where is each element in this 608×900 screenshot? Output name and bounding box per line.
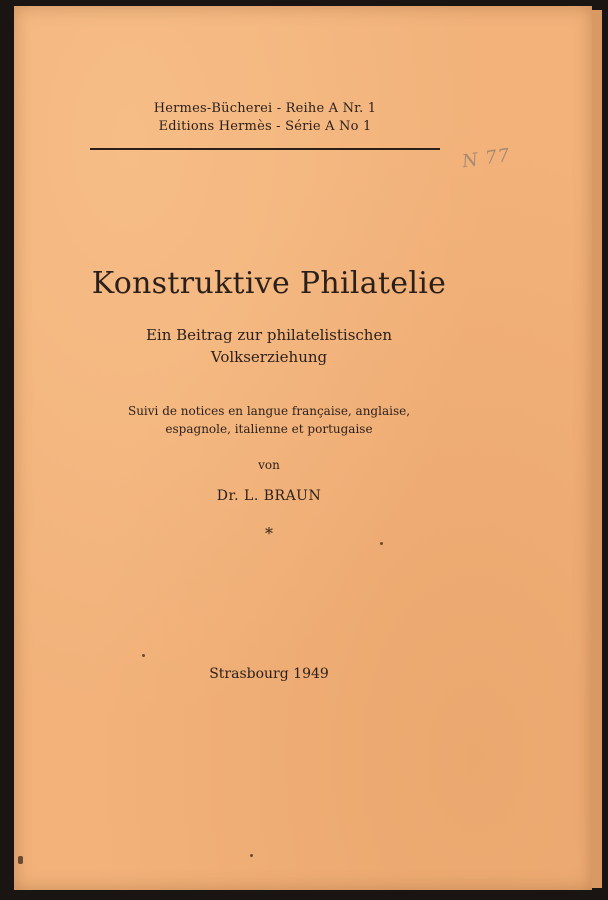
horizontal-rule: [90, 148, 440, 150]
notice-line-2: espagnole, italienne et portugaise: [165, 422, 373, 436]
author-name: Dr. L. BRAUN: [216, 488, 322, 504]
book-subtitle: [114, 324, 424, 368]
by-label: von: [258, 458, 280, 472]
series-block: [90, 100, 440, 136]
paper-fleck: [250, 854, 253, 857]
series-line-french: Editions Hermès - Série A No 1: [158, 119, 372, 134]
paper-fleck: [380, 542, 383, 545]
ornament-star: *: [265, 524, 273, 543]
notice-line-1: Suivi de notices en langue française, anglaise,: [127, 404, 411, 418]
book-cover: [14, 6, 592, 890]
place-and-date: Strasbourg 1949: [209, 666, 329, 682]
book-title: Konstruktive Philatelie: [91, 266, 447, 301]
language-notice: [104, 402, 434, 438]
subtitle-line-1: Ein Beitrag zur philatelistischen: [145, 326, 392, 344]
subtitle-line-2: Volkserziehung: [210, 348, 328, 366]
series-line-german: Hermes-Bücherei - Reihe A Nr. 1: [153, 101, 377, 116]
handwritten-note: N 77: [460, 144, 512, 173]
paper-fleck: [18, 856, 23, 864]
paper-fleck: [142, 654, 145, 657]
